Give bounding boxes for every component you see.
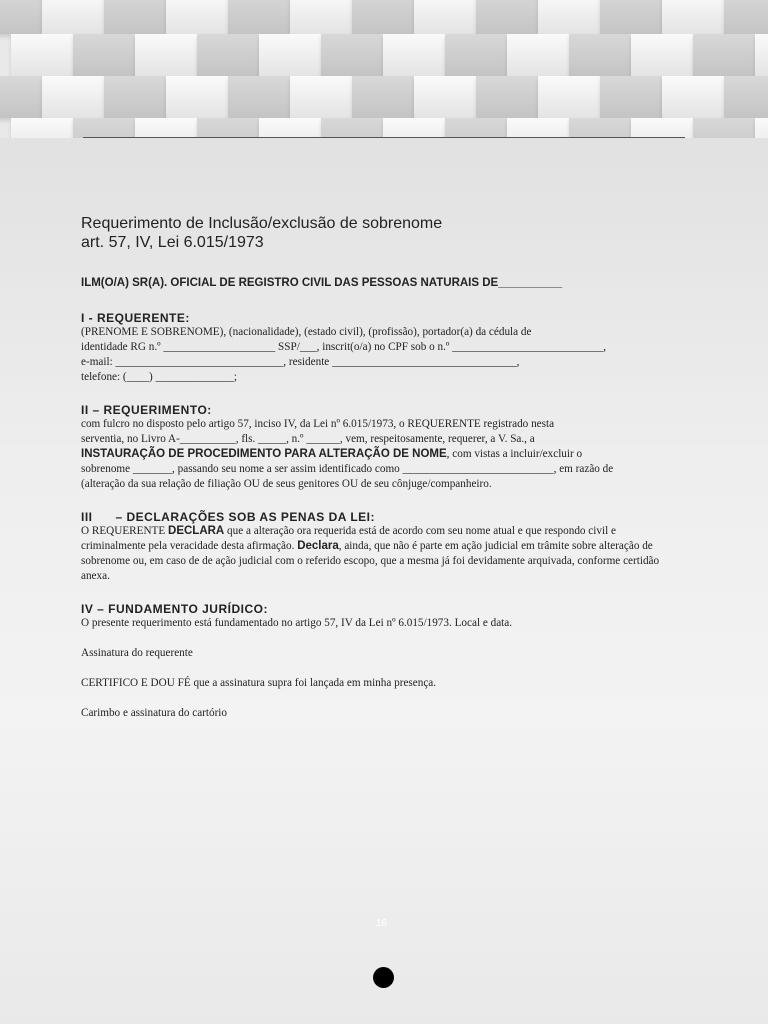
header-tile	[383, 34, 445, 76]
header-tile	[352, 76, 414, 118]
certify-line: CERTIFICO E DOU FÉ que a assinatura supra foi lançada em minha presença.	[81, 677, 437, 689]
header-tile	[662, 76, 724, 118]
header-tile	[631, 34, 693, 76]
header-tile	[0, 0, 42, 34]
header-tile	[197, 118, 259, 138]
header-tile	[42, 0, 104, 34]
section-3-heading: III – DECLARAÇÕES SOB AS PENAS DA LEI:	[81, 510, 375, 524]
title-line: art. 57, IV, Lei 6.015/1973	[81, 234, 264, 251]
header-tile	[507, 118, 569, 138]
header-tile	[11, 118, 73, 138]
header-tile	[538, 76, 600, 118]
title-line: Requerimento de Inclusão/exclusão de sobrenome	[81, 215, 443, 232]
document-body	[81, 214, 681, 721]
t: O REQUERENTE	[81, 525, 169, 537]
s3-text	[81, 524, 681, 584]
s2-bold: INSTAURAÇÃO DE PROCEDIMENTO PARA ALTERAÇÃO DE NOME	[81, 448, 447, 460]
header-tile	[569, 34, 631, 76]
s2-line: com fulcro no disposto pelo artigo 57, inciso IV, da Lei nº 6.015/1973, o REQUERENTE registrado nesta	[81, 418, 555, 430]
header-tile	[693, 34, 755, 76]
header-tile	[631, 118, 693, 138]
header-tile	[755, 34, 768, 76]
header-tile	[600, 76, 662, 118]
bold: Declara	[297, 540, 339, 552]
header-tile	[414, 76, 476, 118]
header-tile	[73, 118, 135, 138]
s1-line: e-mail: ______________________________, residente _________________________________,	[81, 356, 520, 368]
header-tile	[0, 76, 42, 118]
header-tile	[507, 34, 569, 76]
addressee: ILM(O/A) SR(A). OFICIAL DE REGISTRO CIVIL DAS PESSOAS NATURAIS DE__________	[81, 277, 563, 289]
s2-text: , com vistas a incluir/excluir o	[446, 448, 583, 460]
header-tile	[724, 76, 768, 118]
header-tile	[290, 0, 352, 34]
header-tile	[662, 0, 724, 34]
header-tile	[166, 0, 228, 34]
decorative-header	[0, 0, 768, 138]
header-tile	[724, 0, 768, 34]
header-tile	[42, 76, 104, 118]
header-tile	[135, 118, 197, 138]
header-tile	[104, 0, 166, 34]
header-tile	[11, 34, 73, 76]
header-tile	[197, 34, 259, 76]
header-tile	[383, 118, 445, 138]
header-tile	[445, 34, 507, 76]
header-tile	[476, 76, 538, 118]
s2-line	[81, 447, 681, 462]
header-tile	[73, 34, 135, 76]
s2-line: (alteração da sua relação de filiação OU de seus genitores OU de seu cônjuge/companheiro.	[81, 478, 492, 490]
header-tile	[104, 76, 166, 118]
s1-line: (PRENOME E SOBRENOME), (nacionalidade), (estado civil), (profissão), portador(a) da cédula de	[81, 326, 532, 338]
header-tile	[569, 118, 631, 138]
header-tile	[352, 0, 414, 34]
t: , ainda, que não é parte em ação judicial em trâmite sobre alteração de sobrenome ou, em caso de de ação judicial com o referido escopo, que a mesma já foi devidamente arquivada, conforme certidão anexa.	[81, 540, 660, 582]
black-dot	[373, 967, 394, 988]
signature-line: Assinatura do requerente	[81, 647, 193, 659]
s4-text: O presente requerimento está fundamentado no artigo 57, IV da Lei nº 6.015/1973. Local e data.	[81, 617, 513, 629]
section-1-heading: I - REQUERENTE:	[81, 311, 190, 325]
s2-line: sobrenome _______, passando seu nome a ser assim identificado como ___________________________, em razão de	[81, 463, 614, 475]
section-2-heading: II – REQUERIMENTO:	[81, 403, 212, 417]
header-tile	[538, 0, 600, 34]
header-tile	[414, 0, 476, 34]
header-tile	[321, 118, 383, 138]
s1-line: identidade RG n.º ____________________ SSP/___, inscrit(o/a) no CPF sob o n.º ___________________________,	[81, 341, 606, 353]
t: que a alteração ora requerida está de acordo com seu nome atual e que respondo civil e criminalmente pela veracidade desta afirmação.	[81, 525, 616, 552]
header-tile	[476, 0, 538, 34]
header-tile	[166, 76, 228, 118]
header-tile	[259, 118, 321, 138]
s2-line: serventia, no Livro A-__________, fls. _____, n.º ______, vem, respeitosamente, requerer, a V. Sa., a	[81, 433, 535, 445]
s1-line: telefone: (____) ______________;	[81, 371, 237, 383]
header-tile	[755, 118, 768, 138]
stamp-line: Carimbo e assinatura do cartório	[81, 707, 228, 719]
bold: DECLARA	[168, 525, 225, 537]
page-number: 16	[376, 918, 388, 929]
header-tile	[693, 118, 755, 138]
header-tile	[259, 34, 321, 76]
header-tile	[600, 0, 662, 34]
header-tile	[321, 34, 383, 76]
header-tile	[228, 0, 290, 34]
section-4-heading: IV – FUNDAMENTO JURÍDICO:	[81, 602, 268, 616]
header-divider	[83, 137, 685, 138]
header-tile	[228, 76, 290, 118]
header-tile	[290, 76, 352, 118]
header-tile	[445, 118, 507, 138]
document-title	[81, 214, 681, 252]
header-tile	[135, 34, 197, 76]
